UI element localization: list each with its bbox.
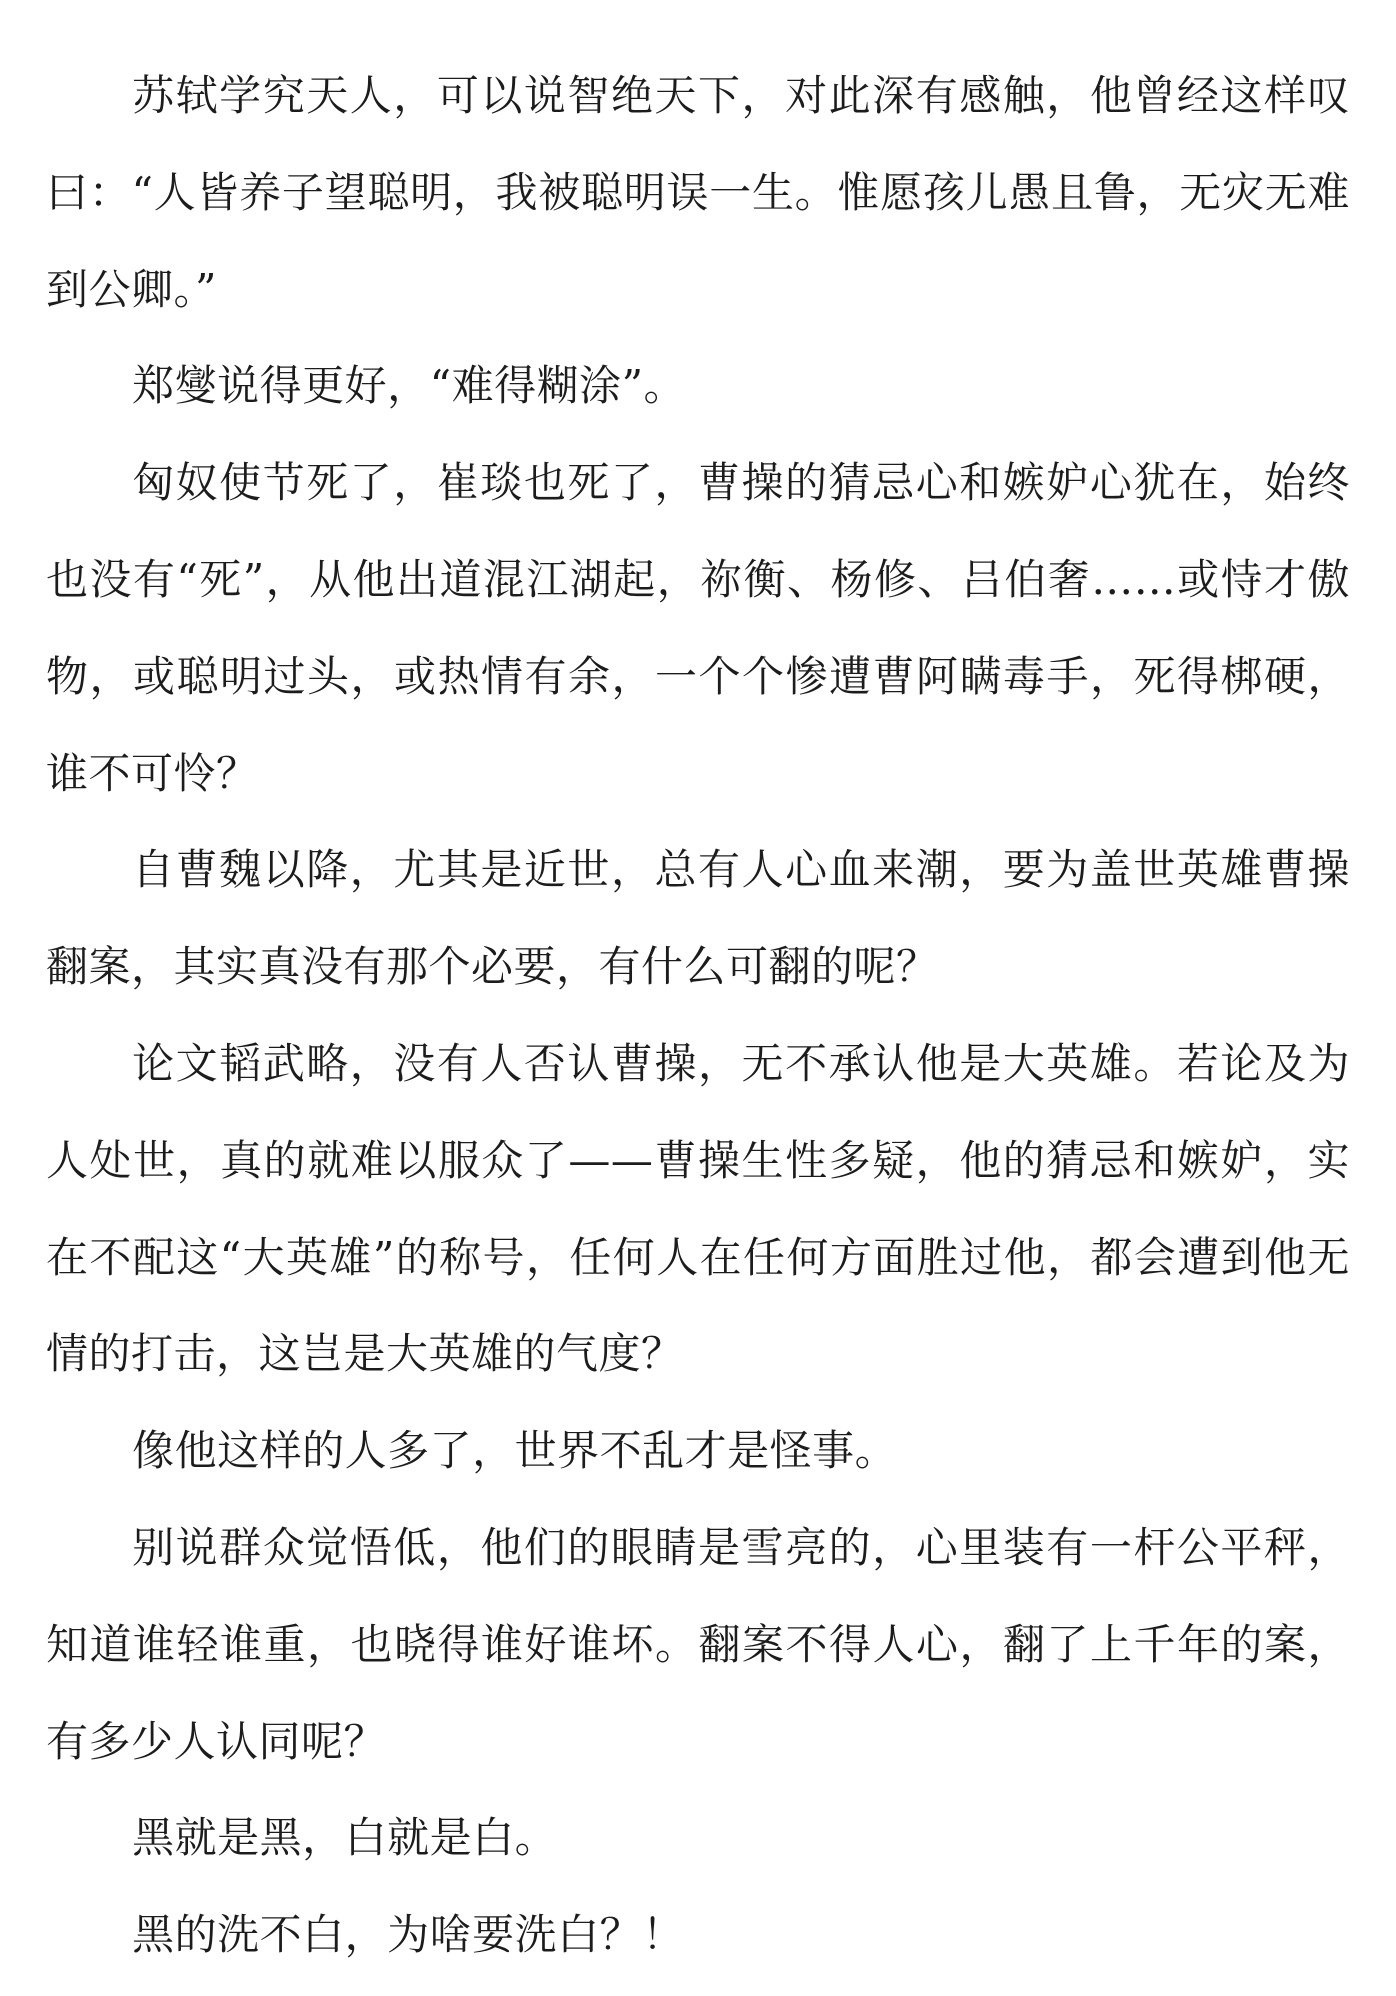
- paragraph-black-white: 黑就是黑，白就是白。: [132, 1813, 558, 1863]
- paragraph-civil-military: 论文韬武略，没有人否认曹操，无不承认他是大英雄。若论及为人处世，真的就难以服众了——曹操生性多疑，他的猜忌和嫉妒，实在不配这“大英雄”的称号，任何人在任何方面胜过他，都会遭到他无情的打击，这岂是大英雄的气度？: [46, 1038, 1350, 1379]
- paragraph-su-shi: 苏轼学究天人，可以说智绝天下，对此深有感触，他曾经这样叹曰：“人皆养子望聪明，我被聪明误一生。惟愿孩儿愚且鲁，无灾无难到公卿。”: [46, 71, 1350, 314]
- paragraph-zheng-xie: 郑燮说得更好，“难得糊涂”。: [132, 361, 687, 411]
- document-page: [46, 48, 1350, 1984]
- paragraph-xiongnu-envoy: 匈奴使节死了，崔琰也死了，曹操的猜忌心和嫉妒心犹在，始终也没有“死”，从他出道混江湖起，祢衡、杨修、吕伯奢……或恃才傲物，或聪明过头，或热情有余，一个个惨遭曹阿瞒毒手，死得梆硬，谁不可怜？: [46, 458, 1350, 798]
- paragraph-world-chaos: 像他这样的人多了，世界不乱才是怪事。: [132, 1426, 898, 1476]
- paragraph-masses: 别说群众觉悟低，他们的眼睛是雪亮的，心里装有一杆公平秤，知道谁轻谁重，也晓得谁好谁坏。翻案不得人心，翻了上千年的案，有多少人认同呢？: [46, 1522, 1350, 1766]
- paragraph-since-cao-wei: 自曹魏以降，尤其是近世，总有人心血来潮，要为盖世英雄曹操翻案，其实真没有那个必要，有什么可翻的呢？: [46, 845, 1350, 992]
- paragraph-wash-white: 黑的洗不白，为啥要洗白？！: [132, 1910, 685, 1960]
